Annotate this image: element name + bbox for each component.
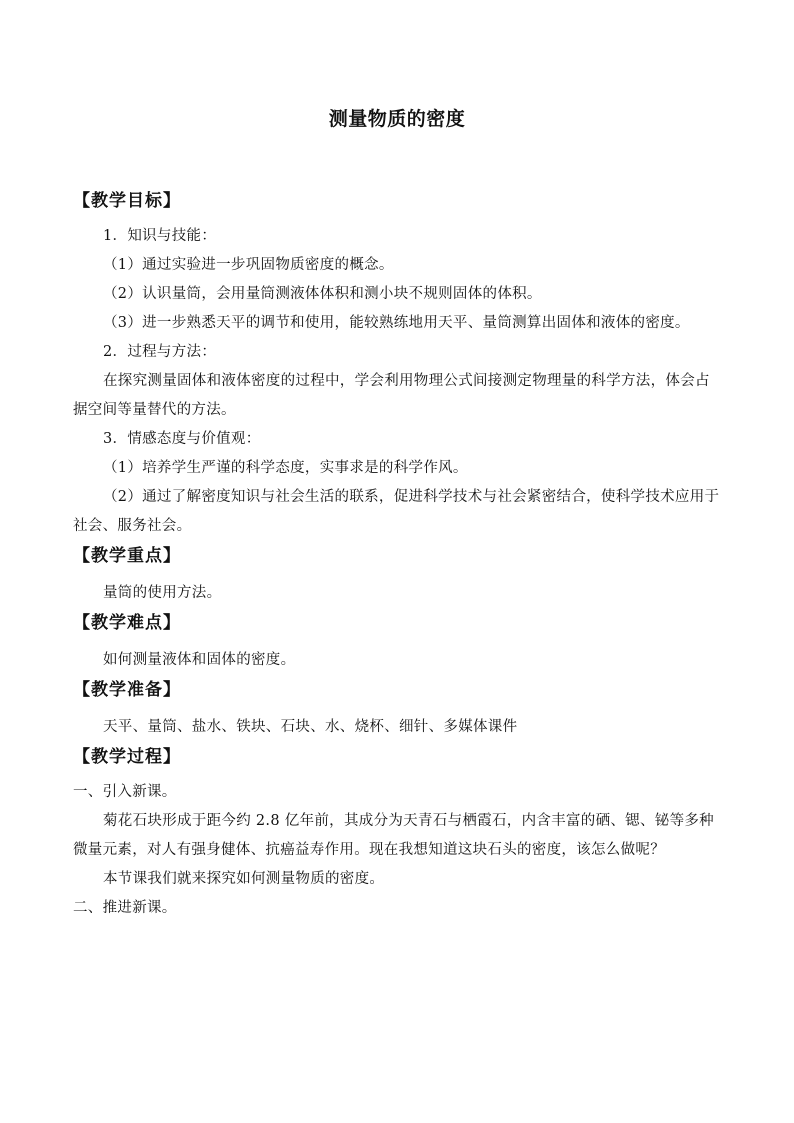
section-procedure xyxy=(73,742,723,923)
procedure-step-1-para-2: 本节课我们就来探究如何测量物质的密度。 xyxy=(103,871,385,887)
knowledge-item-2: （2）认识量筒，会用量筒测液体体积和测小块不规则固体的体积。 xyxy=(103,286,542,302)
process-method-text: 在探究测量固体和液体密度的过程中，学会利用物理公式间接测定物理量的科学方法，体会占据空间等量替代的方法。 xyxy=(73,373,710,418)
document-body xyxy=(73,186,723,923)
procedure-step-2-label: 二、推进新课。 xyxy=(73,900,177,916)
section-heading-difficulties: 【教学难点】 xyxy=(73,613,181,633)
attitude-item-2: （2）通过了解密度知识与社会生活的联系，促进科学技术与社会紧密结合，使科学技术应用于社会、服务社会。 xyxy=(73,489,720,534)
section-key-points xyxy=(73,541,723,608)
procedure-step-1-para-1: 菊花石块形成于距今约 2.8 亿年前，其成分为天青石与栖霞石，内含丰富的硒、锶、铋等多种微量元素，对人有强身健体、抗癌益寿作用。现在我想知道这块石头的密度，该怎么做呢？ xyxy=(73,813,714,858)
document-title: 测量物质的密度 xyxy=(328,108,466,130)
attitude-item-1: （1）培养学生严谨的科学态度，实事求是的科学作风。 xyxy=(103,460,468,476)
section-heading-goals: 【教学目标】 xyxy=(73,191,181,211)
attitude-values-label: 3．情感态度与价值观： xyxy=(103,431,261,447)
preparation-text: 天平、量筒、盐水、铁块、石块、水、烧杯、细针、多媒体课件 xyxy=(103,719,518,735)
difficulties-text: 如何测量液体和固体的密度。 xyxy=(103,652,296,668)
section-preparation xyxy=(73,675,723,742)
section-difficulties xyxy=(73,608,723,675)
section-teaching-goals xyxy=(73,186,723,541)
process-method-label: 2．过程与方法： xyxy=(103,344,217,360)
procedure-step-1-label: 一、引入新课。 xyxy=(73,784,177,800)
knowledge-skills-label: 1．知识与技能： xyxy=(103,228,217,244)
section-heading-preparation: 【教学准备】 xyxy=(73,680,181,700)
section-heading-procedure: 【教学过程】 xyxy=(73,747,181,767)
section-heading-key-points: 【教学重点】 xyxy=(73,546,181,566)
key-points-text: 量筒的使用方法。 xyxy=(103,585,222,601)
knowledge-item-1: （1）通过实验进一步巩固物质密度的概念。 xyxy=(103,257,394,273)
knowledge-item-3: （3）进一步熟悉天平的调节和使用，能较熟练地用天平、量筒测算出固体和液体的密度。 xyxy=(103,315,690,331)
